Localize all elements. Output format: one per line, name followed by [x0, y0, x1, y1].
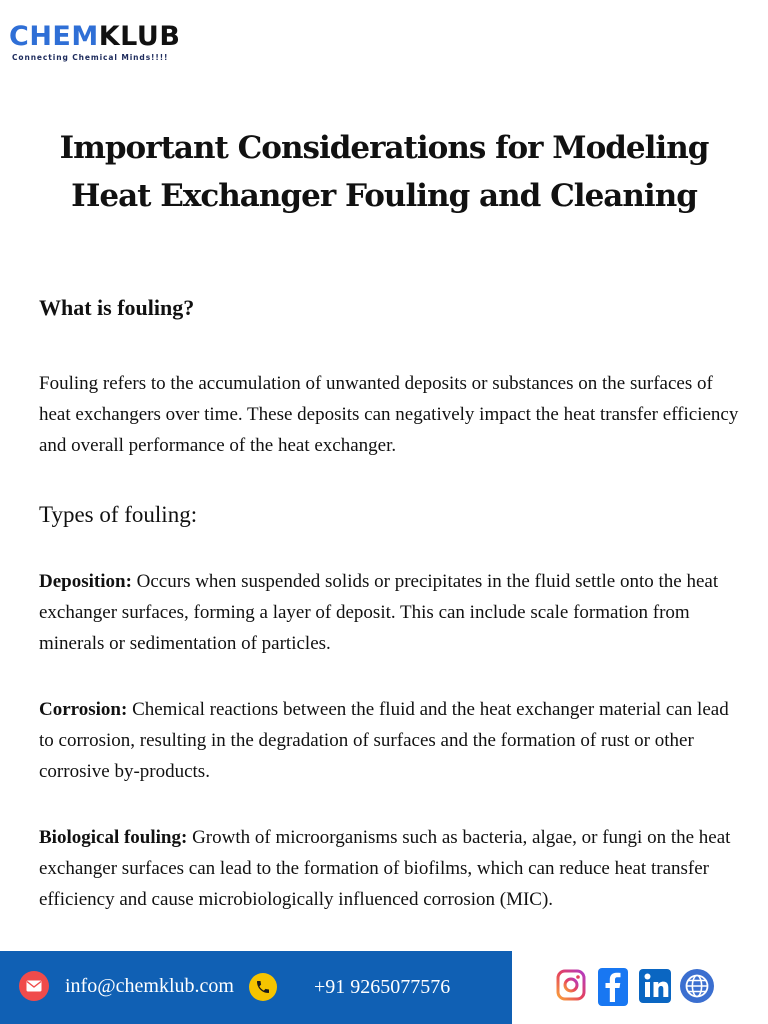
- mail-icon: [19, 971, 49, 1001]
- types-of-fouling-heading: Types of fouling:: [39, 502, 198, 527]
- footer-contact-bar: [0, 951, 512, 1024]
- fouling-definition: Fouling refers to the accumulation of unwanted deposits or substances on the surfaces of heat exchangers over time. These deposits can negatively impact the heat transfer efficiency and overall performance of the heat exchanger.: [39, 373, 739, 456]
- logo-text-chem: CHEM: [9, 21, 99, 52]
- email-contact[interactable]: [19, 971, 234, 1001]
- fouling-type-deposition: [39, 566, 739, 659]
- email-address[interactable]: info@chemklub.com: [65, 974, 234, 997]
- what-is-fouling-heading: What is fouling?: [39, 295, 195, 320]
- fouling-type-corrosion: [39, 694, 739, 787]
- fouling-type-term: Biological fouling:: [39, 827, 188, 848]
- logo-wordmark: [9, 22, 180, 52]
- chemklub-logo: [9, 22, 180, 62]
- logo-text-kl: KL: [98, 21, 137, 52]
- phone-icon: [249, 973, 277, 1001]
- logo-tagline: Connecting Chemical Minds!!!!: [12, 53, 169, 62]
- main-content: [39, 292, 739, 915]
- fouling-type-biological: [39, 822, 739, 915]
- phone-number[interactable]: +91 9265077576: [314, 975, 451, 998]
- fouling-type-term: Corrosion:: [39, 699, 128, 720]
- fouling-type-description: Occurs when suspended solids or precipitates in the fluid settle onto the heat exchanger surfaces, forming a layer of deposit. This can include scale formation from minerals or sedimentation of particles.: [39, 571, 719, 654]
- logo-text-ub: UB: [136, 21, 181, 52]
- linkedin-icon[interactable]: [638, 967, 672, 1005]
- fouling-type-term: Deposition:: [39, 571, 132, 592]
- instagram-icon[interactable]: [555, 967, 587, 1003]
- fouling-type-description: Chemical reactions between the fluid and the heat exchanger material can lead to corrosion, resulting in the degradation of surfaces and the formation of rust or other corrosive by-products.: [39, 699, 729, 782]
- phone-contact[interactable]: [249, 973, 450, 1001]
- facebook-icon[interactable]: [597, 967, 629, 1007]
- fouling-type-description: Growth of microorganisms such as bacteria, algae, or fungi on the heat exchanger surfaces can lead to the formation of biofilms, which can reduce heat transfer efficiency and cause microbiologically influenced corrosion (MIC).: [39, 827, 731, 910]
- globe-icon[interactable]: [679, 967, 715, 1005]
- page-title: Important Considerations for Modeling Heat Exchanger Fouling and Cleaning: [59, 130, 709, 214]
